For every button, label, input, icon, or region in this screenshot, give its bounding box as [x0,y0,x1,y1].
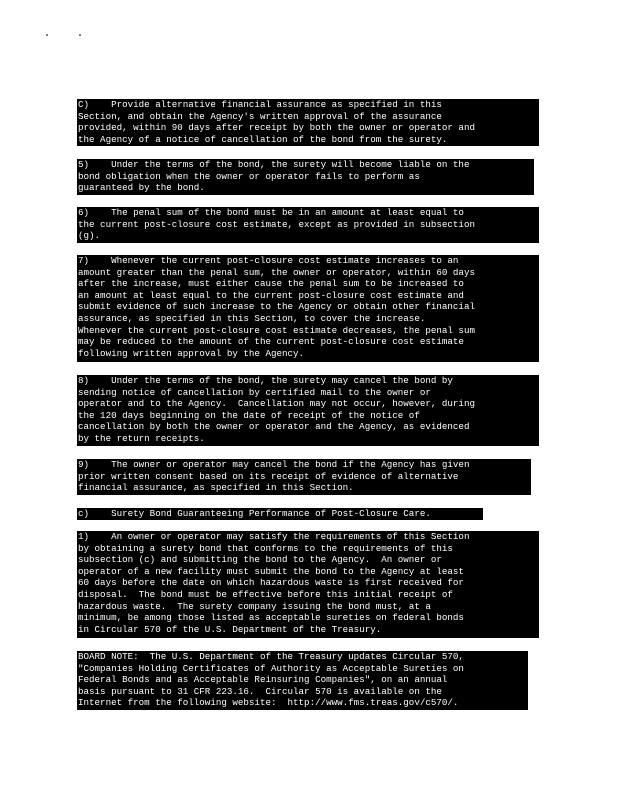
paragraph-6-penal-sum [77,207,539,243]
text-line: bond obligation when the owner or operator fails to perform as [78,170,420,182]
board-note [77,651,528,710]
text-line: 60 days before the date on which hazardous waste is first received for [78,577,464,589]
text-line: hazardous waste. The surety company issuing the bond must, at a [78,600,431,612]
text-line: sending notice of cancellation by certified mail to the owner or [78,386,431,398]
text-line: the 120 days beginning on the date of receipt of the notice of [78,409,420,421]
paragraph-8-surety-cancel [77,375,539,446]
paragraph-c-alternative-assurance [77,99,539,146]
text-line: 9) The owner or operator may cancel the bond if the Agency has given [78,459,470,470]
paragraph-7-cost-estimate-increase [77,255,539,362]
text-line: Federal Bonds and as Acceptable Reinsuring Companies", on an annual [78,674,448,686]
text-line: financial assurance, as specified in this Section. [78,482,354,494]
text-line: following written approval by the Agency. [78,347,305,359]
text-line: the Agency of a notice of cancellation of the bond from the surety. [78,133,448,145]
text-line: subsection (c) and submitting the bond to the Agency. An owner or [78,554,442,566]
paragraph-9-owner-cancel [77,459,531,495]
text-line: Whenever the current post-closure cost estimate decreases, the penal sum [78,324,475,336]
text-line: in Circular 570 of the U.S. Department of the Treasury. [78,623,382,635]
text-line: basis pursuant to 31 CFR 223.16. Circular 570 is available on the [78,685,442,697]
paragraph-1-obtain-surety-bond [77,531,539,638]
text-line: 6) The penal sum of the bond must be in an amount at least equal to [78,207,464,218]
text-line: assurance, as specified in this Section, to cover the increase. [78,312,426,324]
text-line: (g). [78,230,101,242]
text-line: C) Provide alternative financial assurance as specified in this [78,99,442,110]
text-line: minimum, be among those listed as acceptable sureties on federal bonds [78,612,464,624]
paragraph-5-surety-liability [77,159,534,195]
scan-speck [46,34,48,36]
text-line: BOARD NOTE: The U.S. Department of the Treasury updates Circular 570, [78,651,464,662]
text-line: by the return receipts. [78,432,205,444]
text-line: c) Surety Bond Guaranteeing Performance of Post-Closure Care. [78,508,431,519]
text-line: 5) Under the terms of the bond, the surety will become liable on the [78,159,470,170]
text-line: Section, and obtain the Agency's written approval of the assurance [78,110,442,122]
text-line: submit evidence of such increase to the Agency or obtain other financial [78,301,475,313]
text-line: after the increase, must either cause the penal sum to be increased to [78,278,464,290]
text-line: 7) Whenever the current post-closure cost estimate increases to an [78,255,459,266]
text-line: Internet from the following website: http://www.fms.treas.gov/c570/. [78,697,459,709]
section-heading-c-surety-bond [77,508,483,520]
scan-speck [79,34,81,36]
text-line: operator of a new facility must submit the bond to the Agency at least [78,565,464,577]
text-line: disposal. The bond must be effective before this initial receipt of [78,588,453,600]
text-line: operator and to the Agency. Cancellation may not occur, however, during [78,398,475,410]
text-line: provided, within 90 days after receipt by both the owner or operator and [78,122,475,134]
text-line: cancellation by both the owner or operator and the Agency, as evidenced [78,421,470,433]
text-line: prior written consent based on its receipt of evidence of alternative [78,470,459,482]
text-line: an amount at least equal to the current post-closure cost estimate and [78,289,464,301]
text-line: may be reduced to the amount of the current post-closure cost estimate [78,336,464,348]
text-line: "Companies Holding Certificates of Authority as Acceptable Sureties on [78,662,464,674]
text-line: 8) Under the terms of the bond, the surety may cancel the bond by [78,375,453,386]
text-line: the current post-closure cost estimate, except as provided in subsection [78,218,475,230]
text-line: amount greater than the penal sum, the owner or operator, within 60 days [78,266,475,278]
text-line: guaranteed by the bond. [78,182,205,194]
text-line: 1) An owner or operator may satisfy the requirements of this Section [78,531,470,542]
text-line: by obtaining a surety bond that conforms to the requirements of this [78,542,453,554]
